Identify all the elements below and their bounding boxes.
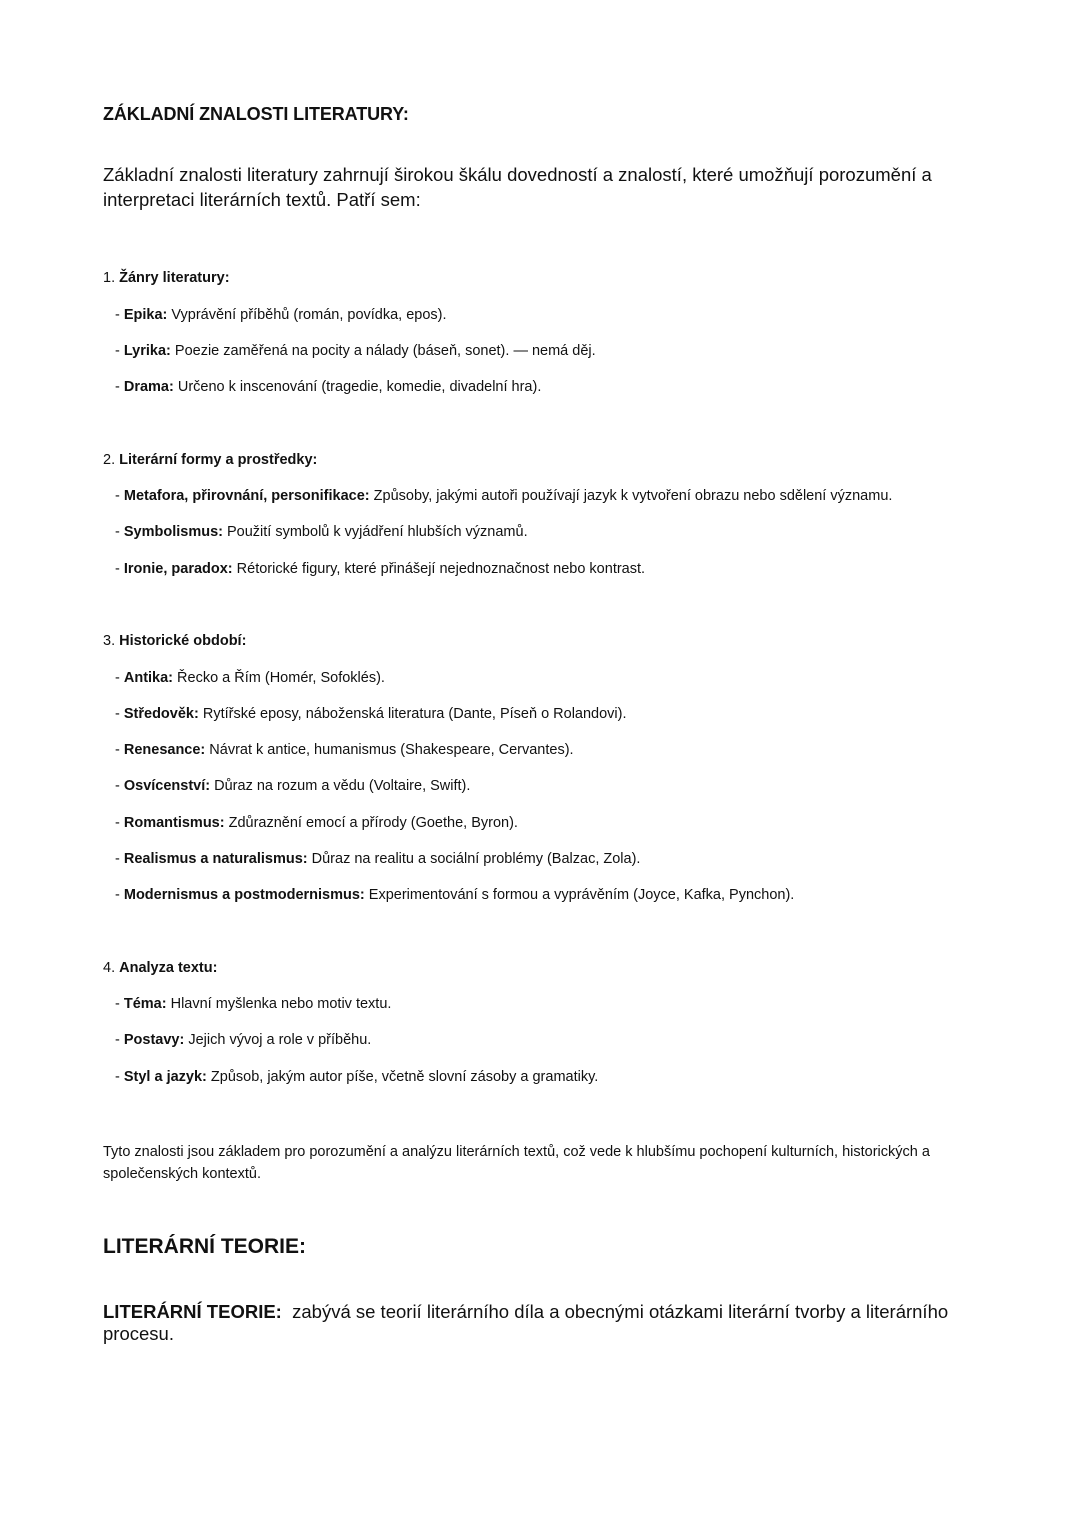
- item-term: Osvícenství:: [123, 778, 211, 794]
- definition-text: zabývá se teorií literárního díla a obecnými otázkami literární tvorby a literárního procesu.: [103, 1301, 949, 1344]
- list-item: - Epika: Vyprávění příběhů (román, povídka, epos).: [115, 307, 447, 323]
- item-text: Experimentování s formou a vyprávěním (Joyce, Kafka, Pynchon).: [368, 887, 795, 903]
- item-term: Romantismus:: [123, 815, 225, 831]
- definition-term: LITERÁRNÍ TEORIE:: [103, 1301, 282, 1322]
- list-item: - Metafora, přirovnání, personifikace: Způsoby, jakými autoři používají jazyk k vytvoření obrazu nebo sdělení významu.: [115, 488, 893, 504]
- item-term: Renesance:: [123, 742, 206, 758]
- intro-paragraph: Základní znalosti literatury zahrnují širokou škálu dovedností a znalostí, které umožňují porozumění a interpretaci literárních textů. Patří sem:: [103, 164, 932, 210]
- item-text: Rytířské eposy, náboženská literatura (Dante, Píseň o Rolandovi).: [202, 706, 627, 722]
- list-item: - Symbolismus: Použití symbolů k vyjádření hlubších významů.: [115, 524, 528, 540]
- item-term: Téma:: [123, 996, 167, 1012]
- item-text: Poezie zaměřená na pocity a nálady (báseň, sonet). — nemá děj.: [174, 343, 596, 359]
- item-text: Vyprávění příběhů (román, povídka, epos).: [171, 307, 447, 323]
- closing-paragraph: Tyto znalosti jsou základem pro porozumění a analýzu literárních textů, což vede k hlubšímu pochopení kulturních, historických a společenských kontextů.: [103, 1144, 930, 1182]
- item-text: Použití symbolů k vyjádření hlubších významů.: [227, 524, 528, 540]
- item-term: Středověk:: [123, 706, 199, 722]
- item-text: Zdůraznění emocí a přírody (Goethe, Byron).: [228, 815, 518, 831]
- item-term: Symbolismus:: [123, 524, 223, 540]
- list-item: - Styl a jazyk: Způsob, jakým autor píše, včetně slovní zásoby a gramatiky.: [115, 1069, 599, 1085]
- list-item: - Romantismus: Zdůraznění emocí a přírody (Goethe, Byron).: [115, 815, 518, 831]
- item-text: Důraz na rozum a vědu (Voltaire, Swift).: [214, 778, 471, 794]
- item-text: Důraz na realitu a sociální problémy (Balzac, Zola).: [311, 851, 641, 867]
- list-item: - Ironie, paradox: Rétorické figury, které přinášejí nejednoznačnost nebo kontrast.: [115, 561, 646, 577]
- section-title-forms: [103, 452, 317, 468]
- item-text: Návrat k antice, humanismus (Shakespeare, Cervantes).: [209, 742, 574, 758]
- item-term: Lyrika:: [123, 343, 171, 359]
- section-number: 2.: [103, 452, 116, 468]
- item-term: Antika:: [123, 670, 174, 686]
- list-item: - Modernismus a postmodernismus: Experimentování s formou a vyprávěním (Joyce, Kafka, Pynchon).: [115, 887, 795, 903]
- item-term: Realismus a naturalismus:: [123, 851, 308, 867]
- item-text: Způsoby, jakými autoři používají jazyk k vytvoření obrazu nebo sdělení významu.: [373, 488, 893, 504]
- item-term: Drama:: [123, 379, 174, 395]
- section-number: 3.: [103, 633, 116, 649]
- item-term: Ironie, paradox:: [123, 561, 233, 577]
- item-term: Modernismus a postmodernismus:: [123, 887, 365, 903]
- item-text: Rétorické figury, které přinášejí nejednoznačnost nebo kontrast.: [236, 561, 646, 577]
- section-title-text: Žánry literatury:: [119, 270, 230, 286]
- section-title-analysis: [103, 960, 217, 976]
- item-term: Epika:: [123, 307, 168, 323]
- section-title-text: Historické období:: [119, 633, 247, 649]
- section-title-text: Literární formy a prostředky:: [119, 452, 318, 468]
- section-number: 4.: [103, 960, 116, 976]
- item-text: Způsob, jakým autor píše, včetně slovní zásoby a gramatiky.: [210, 1069, 599, 1085]
- section-title-periods: [103, 633, 246, 649]
- main-heading: ZÁKLADNÍ ZNALOSTI LITERATURY:: [103, 104, 409, 124]
- item-text: Určeno k inscenování (tragedie, komedie, divadelní hra).: [177, 379, 542, 395]
- list-item: - Drama: Určeno k inscenování (tragedie, komedie, divadelní hra).: [115, 379, 542, 395]
- section-title-genres: [103, 270, 230, 286]
- list-item: - Postavy: Jejich vývoj a role v příběhu.: [115, 1032, 372, 1048]
- section-number: 1.: [103, 270, 116, 286]
- item-text: Řecko a Řím (Homér, Sofoklés).: [177, 670, 385, 686]
- list-item: - Téma: Hlavní myšlenka nebo motiv textu.: [115, 996, 392, 1012]
- list-item: - Osvícenství: Důraz na rozum a vědu (Voltaire, Swift).: [115, 778, 471, 794]
- item-term: Postavy:: [123, 1032, 185, 1048]
- item-text: Hlavní myšlenka nebo motiv textu.: [170, 996, 392, 1012]
- list-item: - Lyrika: Poezie zaměřená na pocity a nálady (báseň, sonet). — nemá děj.: [115, 343, 596, 359]
- theory-heading: LITERÁRNÍ TEORIE:: [103, 1235, 306, 1258]
- item-term: Styl a jazyk:: [123, 1069, 207, 1085]
- section-title-text: Analyza textu:: [119, 960, 218, 976]
- list-item: - Středověk: Rytířské eposy, náboženská literatura (Dante, Píseň o Rolandovi).: [115, 706, 627, 722]
- theory-definition: [103, 1301, 963, 1345]
- list-item: - Renesance: Návrat k antice, humanismus (Shakespeare, Cervantes).: [115, 742, 574, 758]
- item-text: Jejich vývoj a role v příběhu.: [188, 1032, 372, 1048]
- list-item: - Antika: Řecko a Řím (Homér, Sofoklés).: [115, 670, 385, 686]
- item-term: Metafora, přirovnání, personifikace:: [123, 488, 370, 504]
- list-item: - Realismus a naturalismus: Důraz na realitu a sociální problémy (Balzac, Zola).: [115, 851, 641, 867]
